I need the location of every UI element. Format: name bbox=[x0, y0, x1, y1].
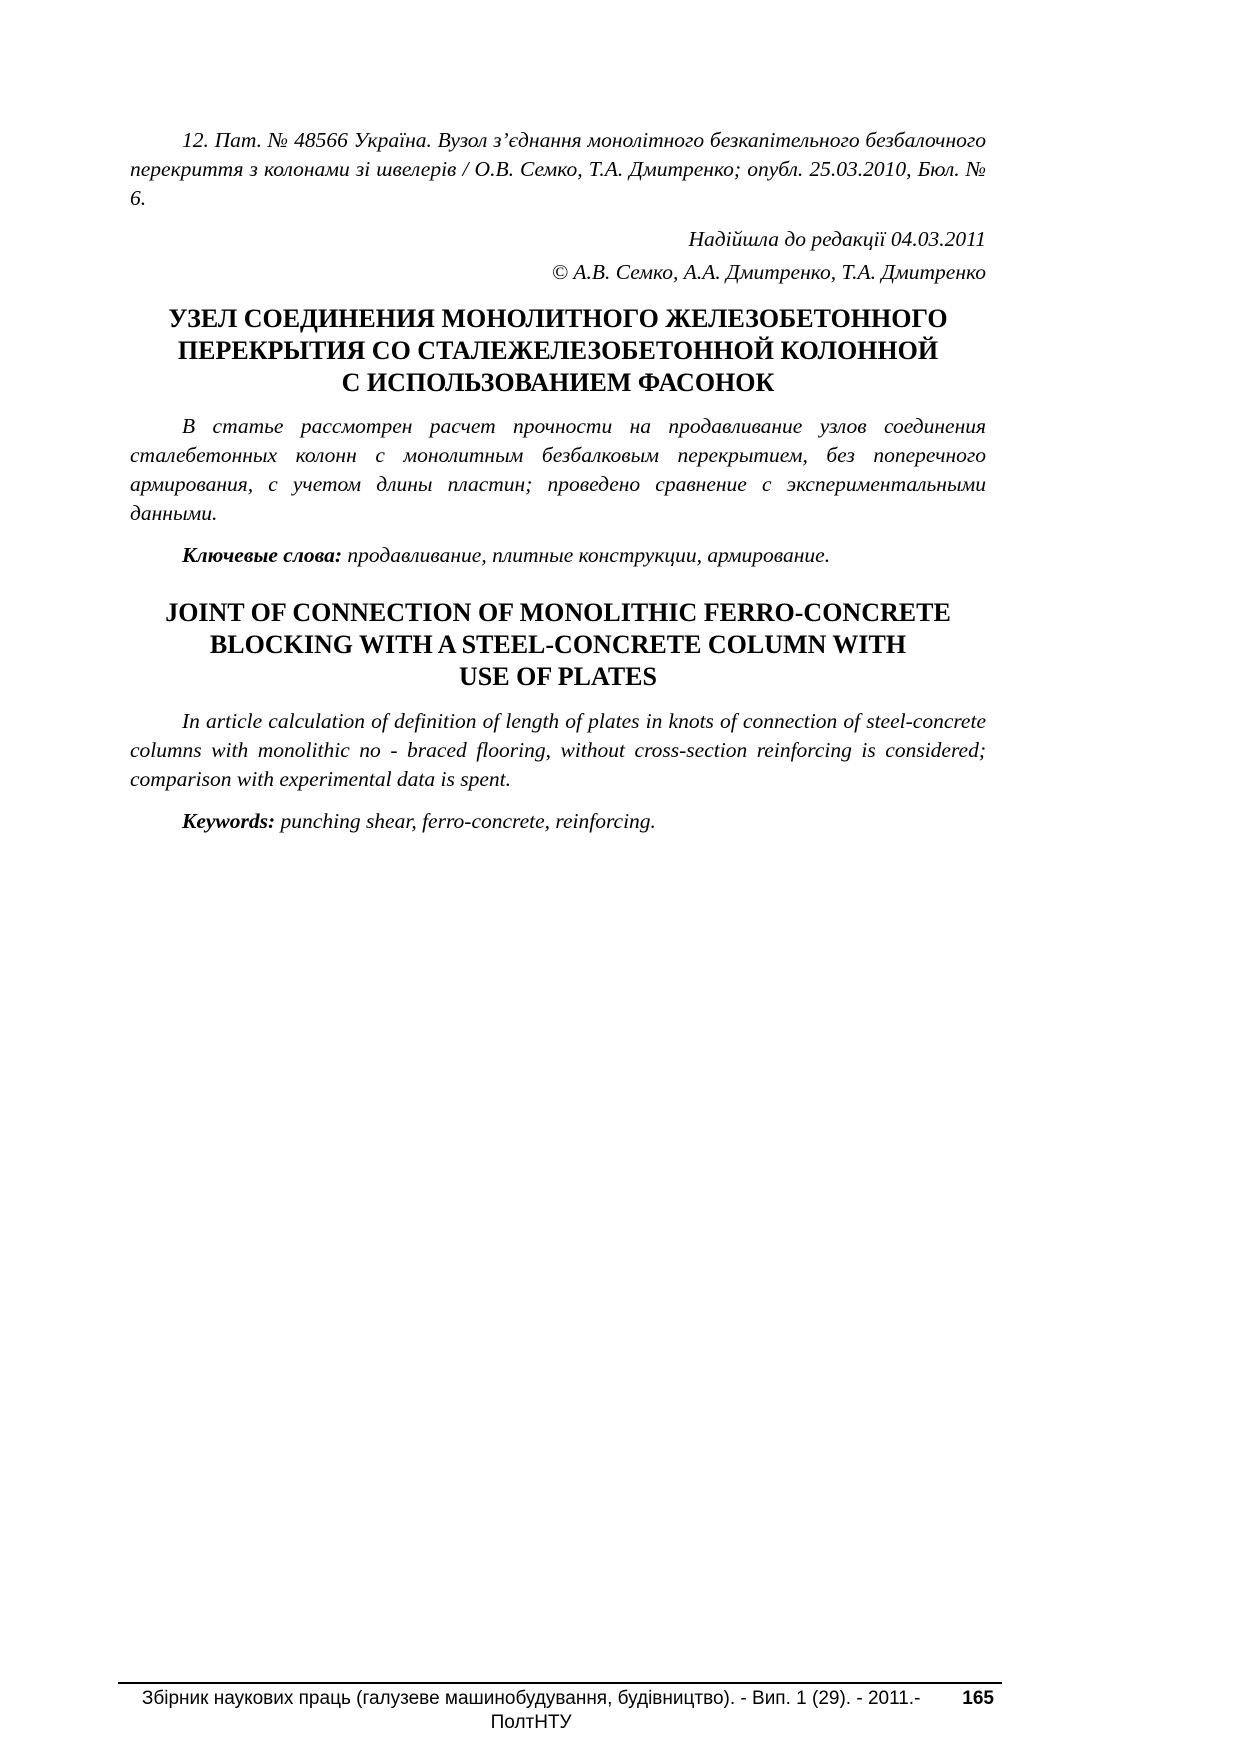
reference-entry: 12. Пат. № 48566 Україна. Вузол з’єднання монолітного безкапітельного безбалочного перекриття з колонами зі швелерів / О.В. Семко, Т.А. Дмитренко; опубл. 25.03.2010, Бюл. № 6. bbox=[130, 128, 986, 210]
title-english bbox=[130, 597, 986, 693]
copyright-line: © А.В. Семко, А.А. Дмитренко, Т.А. Дмитренко bbox=[551, 260, 986, 284]
page-number: 165 bbox=[962, 1688, 994, 1709]
abstract-russian: В статье рассмотрен расчет прочности на продавливание узлов соединения сталебетонных колонн с монолитным безбалковым перекрытием, без поперечного армирования, с учетом длины пластин; проведено сравнение с экспериментальными данными. bbox=[130, 414, 986, 525]
title-english-line-1: JOINT OF CONNECTION OF MONOLITHIC FERRO-CONCRETE bbox=[165, 598, 951, 627]
keywords-russian-label: Ключевые слова: bbox=[182, 543, 342, 567]
keywords-russian bbox=[130, 541, 986, 570]
keywords-english bbox=[130, 807, 986, 836]
footer-journal-title: Збірник наукових праць (галузеве машинобудування, будівництво). - Вип. 1 (29). - 2011.-ПолтНТУ bbox=[141, 1688, 921, 1733]
title-russian-line-2: ПЕРЕКРЫТИЯ СО СТАЛЕЖЕЛЕЗОБЕТОННОЙ КОЛОННОЙ bbox=[177, 336, 939, 365]
page-content bbox=[130, 126, 986, 863]
title-russian bbox=[130, 303, 986, 399]
title-russian-line-1: УЗЕЛ СОЕДИНЕНИЯ МОНОЛИТНОГО ЖЕЛЕЗОБЕТОННОГО bbox=[168, 304, 948, 333]
keywords-russian-text: продавливание, плитные конструкции, армирование. bbox=[342, 543, 831, 567]
title-english-line-2: BLOCKING WITH A STEEL-CONCRETE COLUMN WITH bbox=[209, 630, 907, 659]
received-date: Надійшла до редакції 04.03.2011 bbox=[688, 227, 986, 251]
abstract-english: In article calculation of definition of length of plates in knots of connection of steel-concrete columns with monolithic no - braced flooring, without cross-section reinforcing is considered; comparison with experimental data is spent. bbox=[130, 709, 986, 791]
page-footer bbox=[118, 1682, 1002, 1735]
title-english-line-3: USE OF PLATES bbox=[459, 662, 657, 691]
keywords-english-text: punching shear, ferro-concrete, reinforcing. bbox=[275, 809, 656, 833]
keywords-english-label: Keywords: bbox=[182, 809, 276, 833]
title-russian-line-3: С ИСПОЛЬЗОВАНИЕМ ФАСОНОК bbox=[341, 368, 775, 397]
